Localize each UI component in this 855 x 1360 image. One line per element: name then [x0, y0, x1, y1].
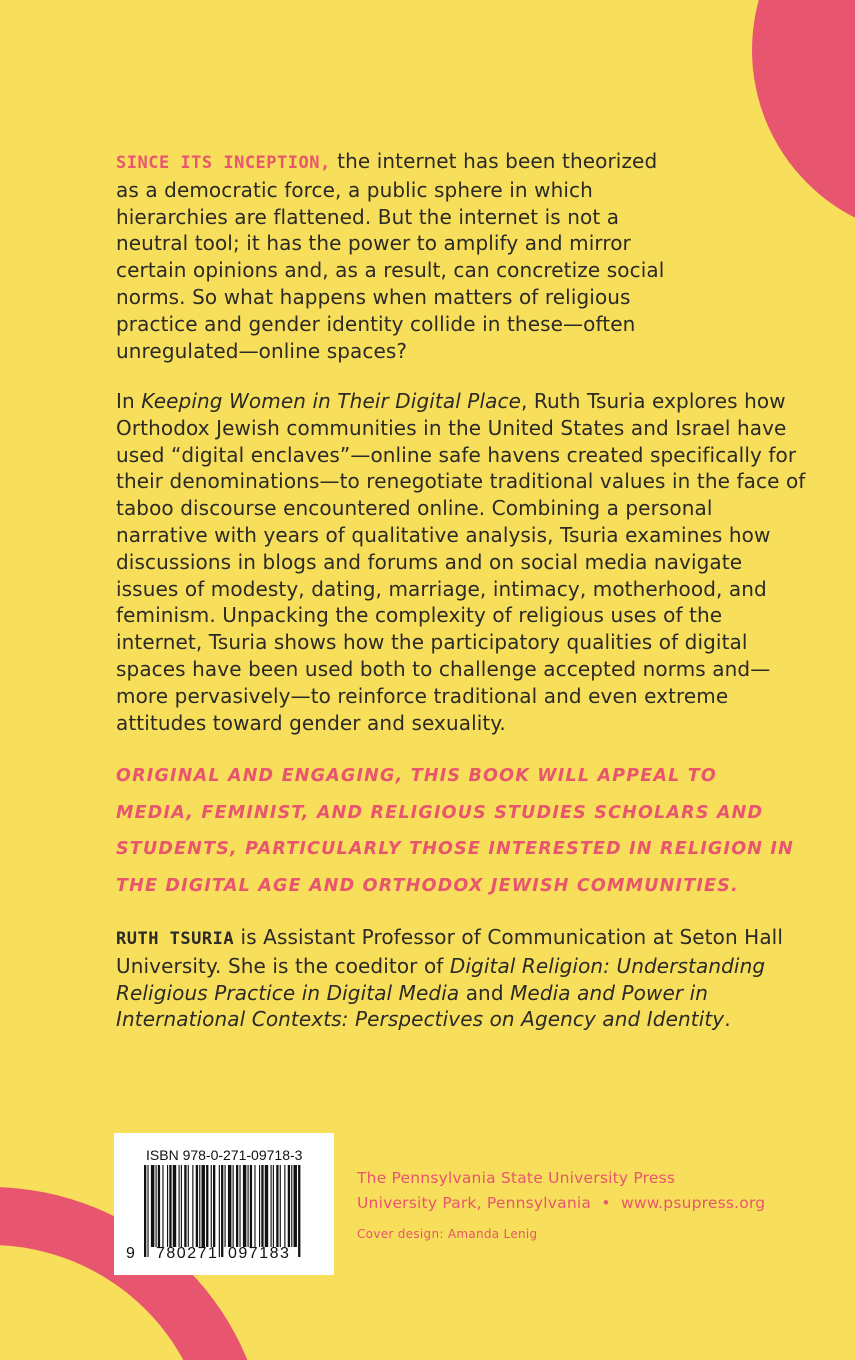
author-text-3: . [724, 1007, 731, 1032]
barcode-bar [294, 1165, 297, 1247]
barcode-bar [184, 1165, 186, 1247]
barcode-bar [156, 1165, 157, 1247]
barcode-bar [243, 1165, 246, 1247]
barcode-bar [248, 1165, 249, 1247]
barcode-bar [211, 1165, 212, 1247]
publisher-info [357, 1166, 765, 1215]
isbn-label: ISBN 978-0-271-09718-3 [146, 1147, 303, 1163]
author-text-2: and [459, 980, 511, 1005]
barcode-bar [144, 1165, 146, 1257]
barcode-bar [259, 1165, 260, 1247]
barcode-bar [188, 1165, 189, 1247]
barcode-bar [228, 1165, 231, 1247]
barcode-bar [219, 1165, 220, 1257]
barcode-bar [151, 1165, 154, 1247]
barcode-bar [250, 1165, 252, 1247]
barcode-bar [261, 1165, 263, 1247]
barcode-bar [179, 1165, 180, 1247]
barcode-bar [284, 1165, 285, 1247]
author-name: RUTH TSURIA [116, 929, 235, 949]
barcode-bar [147, 1165, 148, 1257]
author-text-1: is Assistant Professor of Communication at Seton Hall University. She is the coeditor of [116, 925, 783, 978]
barcode-bar [206, 1165, 208, 1247]
intro-paragraph [116, 148, 676, 364]
author-book-2: Media and Power in International Contexts: Perspectives on Agency and Identity [116, 980, 725, 1032]
barcode-bar [254, 1165, 255, 1247]
barcode-bar [173, 1165, 176, 1247]
barcode-bar [221, 1165, 223, 1257]
barcode-bar [225, 1165, 226, 1247]
barcode-bar [158, 1165, 160, 1247]
barcode-bar [162, 1165, 163, 1247]
barcode-box [114, 1133, 334, 1275]
barcode-bar [199, 1165, 200, 1247]
book-title: Keeping Women in Their Digital Place [141, 389, 521, 413]
barcode-bar [276, 1165, 278, 1247]
intro-lead: SINCE ITS INCEPTION, [116, 153, 331, 173]
top-right-circle [752, 0, 855, 238]
barcode-digit-first: 9 [126, 1245, 137, 1262]
description-paragraph [116, 388, 806, 736]
barcode-bar [271, 1165, 272, 1247]
barcode-digits-right: 097183 [228, 1245, 291, 1262]
barcode-bar [298, 1165, 300, 1257]
barcode-bars [144, 1165, 304, 1257]
barcode-digits-left: 780271 [156, 1245, 219, 1262]
barcode-bar [288, 1165, 290, 1247]
publisher-line-2: University Park, Pennsylvania • www.psupress.org [357, 1193, 766, 1212]
barcode-bar [265, 1165, 268, 1247]
description-text: , Ruth Tsuria explores how Orthodox Jewish communities in the United States and Israel have used “digital enclaves”—online safe havens created specifically for their denominations—to renegotiate traditional values in the face of taboo discourse encountered online. Combining a personal narrative with years of qualitative analysis, Tsuria examines how discussions in blogs and forums and on social media navigate issues of modesty, dating, marriage, intimacy, motherhood, and feminism. Unpacking the complexity of religious uses of the internet, Tsuria shows how the participatory qualities of digital spaces have been used both to challenge accepted norms and—more pervasively—to reinforce traditional and even extreme attitudes toward gender and sexuality. [116, 389, 806, 735]
barcode-bar [236, 1165, 238, 1247]
description-pre: In [116, 389, 142, 413]
barcode-bar [181, 1165, 182, 1247]
endorsement-quote: ORIGINAL AND ENGAGING, THIS BOOK WILL APPEAL TO MEDIA, FEMINIST, AND RELIGIOUS STUDIES SCHOLARS AND STUDENTS, PARTICULARLY THOSE INTERESTED IN RELIGION IN THE DIGITAL AGE AND ORTHODOX JEWISH COMMUNITIES. [116, 766, 794, 897]
barcode-bar [192, 1165, 193, 1247]
barcode-bar [169, 1165, 171, 1247]
barcode-bar [280, 1165, 281, 1247]
intro-text: the internet has been theorized as a democratic force, a public sphere in which hierarchies are flattened. But the internet is not a neutral tool; it has the power to amplify and mirror certain opinions and, as a result, can concretize social norms. So what happens when matters of religious practice and gender identity collide in these—often unregulated—online spaces? [116, 149, 665, 363]
barcode-bar [273, 1165, 274, 1247]
barcode-bar [233, 1165, 234, 1247]
publisher-line-1: The Pennsylvania State University Press [357, 1169, 676, 1187]
barcode-bar [196, 1165, 198, 1247]
barcode-bar [213, 1165, 215, 1247]
barcode-bar [239, 1165, 240, 1247]
barcode-bar [167, 1165, 168, 1247]
cover-design-credit: Cover design: Amanda Lenig [357, 1227, 538, 1241]
author-bio [116, 924, 806, 1033]
barcode-bar [202, 1165, 205, 1247]
author-book-1: Digital Religion: Understanding Religious Practice in Digital Media [116, 953, 766, 1005]
barcode-bar [291, 1165, 292, 1247]
